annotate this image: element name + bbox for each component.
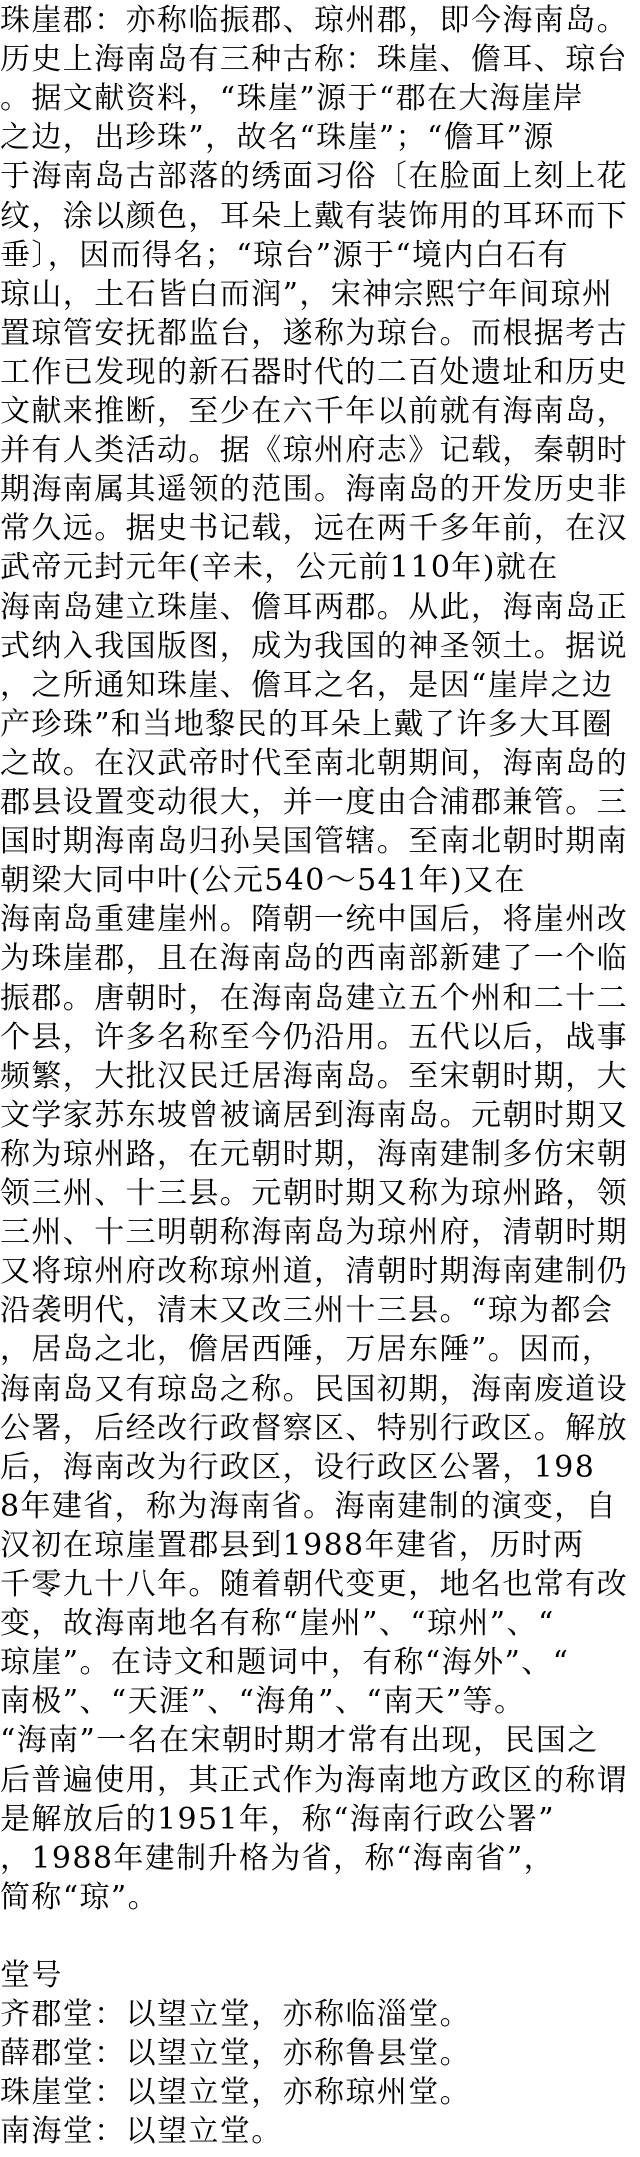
text-line: 垂〕，因而得名；“琼台”源于“境内白石有 <box>0 237 570 273</box>
text-line: 领三州、十三县。元朝时期又称为琼州路，领 <box>0 1176 628 1211</box>
text-line: 后普遍使用，其正式作为海南地方政区的称谓 <box>0 1762 628 1798</box>
text-line: 琼崖”。在诗文和题词中，有称“海外”、“ <box>0 1645 570 1681</box>
text-line: 常久远。据史书记载，远在两千多年前，在汉 <box>0 511 628 547</box>
text-line: 期海南属其遥领的范围。海南岛的开发历史非 <box>0 472 628 508</box>
text-line: 。据文献资料，“珠崖”源于“郡在大海崖岸 <box>0 81 585 117</box>
text-line: 珠崖郡：亦称临振郡、琼州郡，即今海南岛。 <box>0 3 628 38</box>
text-line: “海南”一名在宋朝时期才常有出现，民国之 <box>0 1723 599 1759</box>
text-line: 海南岛重建崖州。隋朝一统中国后，将崖州改 <box>0 902 628 938</box>
text-line: ，之所通知珠崖、儋耳之名，是因“崖岸之边 <box>0 667 614 703</box>
text-line: 齐郡堂：以望立堂，亦称临淄堂。 <box>0 1997 471 2033</box>
text-line: 国时期海南岛归孙吴国管辖。至南北朝时期南 <box>0 824 628 860</box>
text-line: 薛郡堂：以望立堂，亦称鲁县堂。 <box>0 2036 471 2072</box>
section-heading: 堂号 <box>0 1958 63 1993</box>
text-line: 是解放后的1951年，称“海南行政公署” <box>0 1801 556 1837</box>
text-line: 海南岛又有琼岛之称。民国初期，海南废道设 <box>0 1371 628 1407</box>
text-line: ，1988年建制升格为省，称“海南省”， <box>0 1840 556 1876</box>
text-line: 之故。在汉武帝时代至南北朝期间，海南岛的 <box>0 745 628 781</box>
text-line: 式纳入我国版图，成为我国的神圣领土。据说 <box>0 628 628 664</box>
text-line: 工作已发现的新石器时代的二百处遗址和历史 <box>0 354 628 390</box>
text-line: 振郡。唐朝时，在海南岛建立五个州和二十二 <box>0 980 628 1016</box>
text-line: 南海堂：以望立堂。 <box>0 2114 283 2150</box>
text-line: 珠崖堂：以望立堂，亦称琼州堂。 <box>0 2075 471 2111</box>
text-line: 称为琼州路，在元朝时期，海南建制多仿宋朝 <box>0 1136 628 1172</box>
text-line: 文学家苏东坡曾被谪居到海南岛。元朝时期又 <box>0 1097 628 1133</box>
text-line: 个县，许多名称至今仍沿用。五代以后，战事 <box>0 1019 628 1055</box>
text-line: 郡县设置变动很大，并一度由合浦郡兼管。三 <box>0 785 628 820</box>
text-line: 频繁，大批汉民迁居海南岛。至宋朝时期，大 <box>0 1058 628 1094</box>
text-line: 武帝元封元年(辛未，公元前110年)就在 <box>0 550 559 586</box>
text-line: 纹，涂以颜色，耳朵上戴有装饰用的耳环而下 <box>0 198 628 234</box>
text-line: 后，海南改为行政区，设行政区公署，198 <box>0 1449 596 1485</box>
text-line: 文献来推断，至少在六千年以前就有海南岛， <box>0 394 628 429</box>
text-line: 产珍珠”和当地黎民的耳朵上戴了许多大耳圈 <box>0 706 614 742</box>
text-line: 海南岛建立珠崖、儋耳两郡。从此，海南岛正 <box>0 589 628 625</box>
text-line: 三州、十三明朝称海南岛为琼州府，清朝时期 <box>0 1215 628 1251</box>
text-line: 简称“琼”。 <box>0 1879 160 1915</box>
text-line: 朝梁大同中叶(公元540～541年)又在 <box>0 863 526 899</box>
text-line: 变，故海南地名有称“崖州”、“琼州”、“ <box>0 1606 555 1642</box>
text-line: ，居岛之北，儋居西陲，万居东陲”。因而， <box>0 1332 614 1368</box>
text-line: 并有人类活动。据《琼州府志》记载，秦朝时 <box>0 433 628 469</box>
text-line: 历史上海南岛有三种古称：珠崖、儋耳、琼台 <box>0 42 628 78</box>
text-line: 汉初在琼崖置郡县到1988年建省，历时两 <box>0 1527 585 1563</box>
text-line: 8年建省，称为海南省。海南建制的演变，自 <box>0 1488 618 1524</box>
text-line: 南极”、“天涯”、“海角”、“南天”等。 <box>0 1684 526 1720</box>
text-line: 千零九十八年。随着朝代变更，地名也常有改 <box>0 1567 628 1602</box>
text-line: 于海南岛古部落的绣面习俗〔在脸面上刻上花 <box>0 159 628 195</box>
text-line: 公署，后经改行政督察区、特别行政区。解放 <box>0 1410 628 1446</box>
text-line: 为珠崖郡，且在海南岛的西南部新建了一个临 <box>0 941 628 977</box>
text-line: 琼山，土石皆白而润”，宋神宗熙宁年间琼州 <box>0 276 614 312</box>
text-line: 沿袭明代，清末又改三州十三县。“琼为都会 <box>0 1293 614 1329</box>
text-line: 又将琼州府改称琼州道，清朝时期海南建制仍 <box>0 1254 628 1290</box>
text-line: 置琼管安抚都监台，遂称为琼台。而根据考古 <box>0 315 628 351</box>
text-line: 之边，出珍珠”，故名“珠崖”；“儋耳”源 <box>0 120 555 156</box>
